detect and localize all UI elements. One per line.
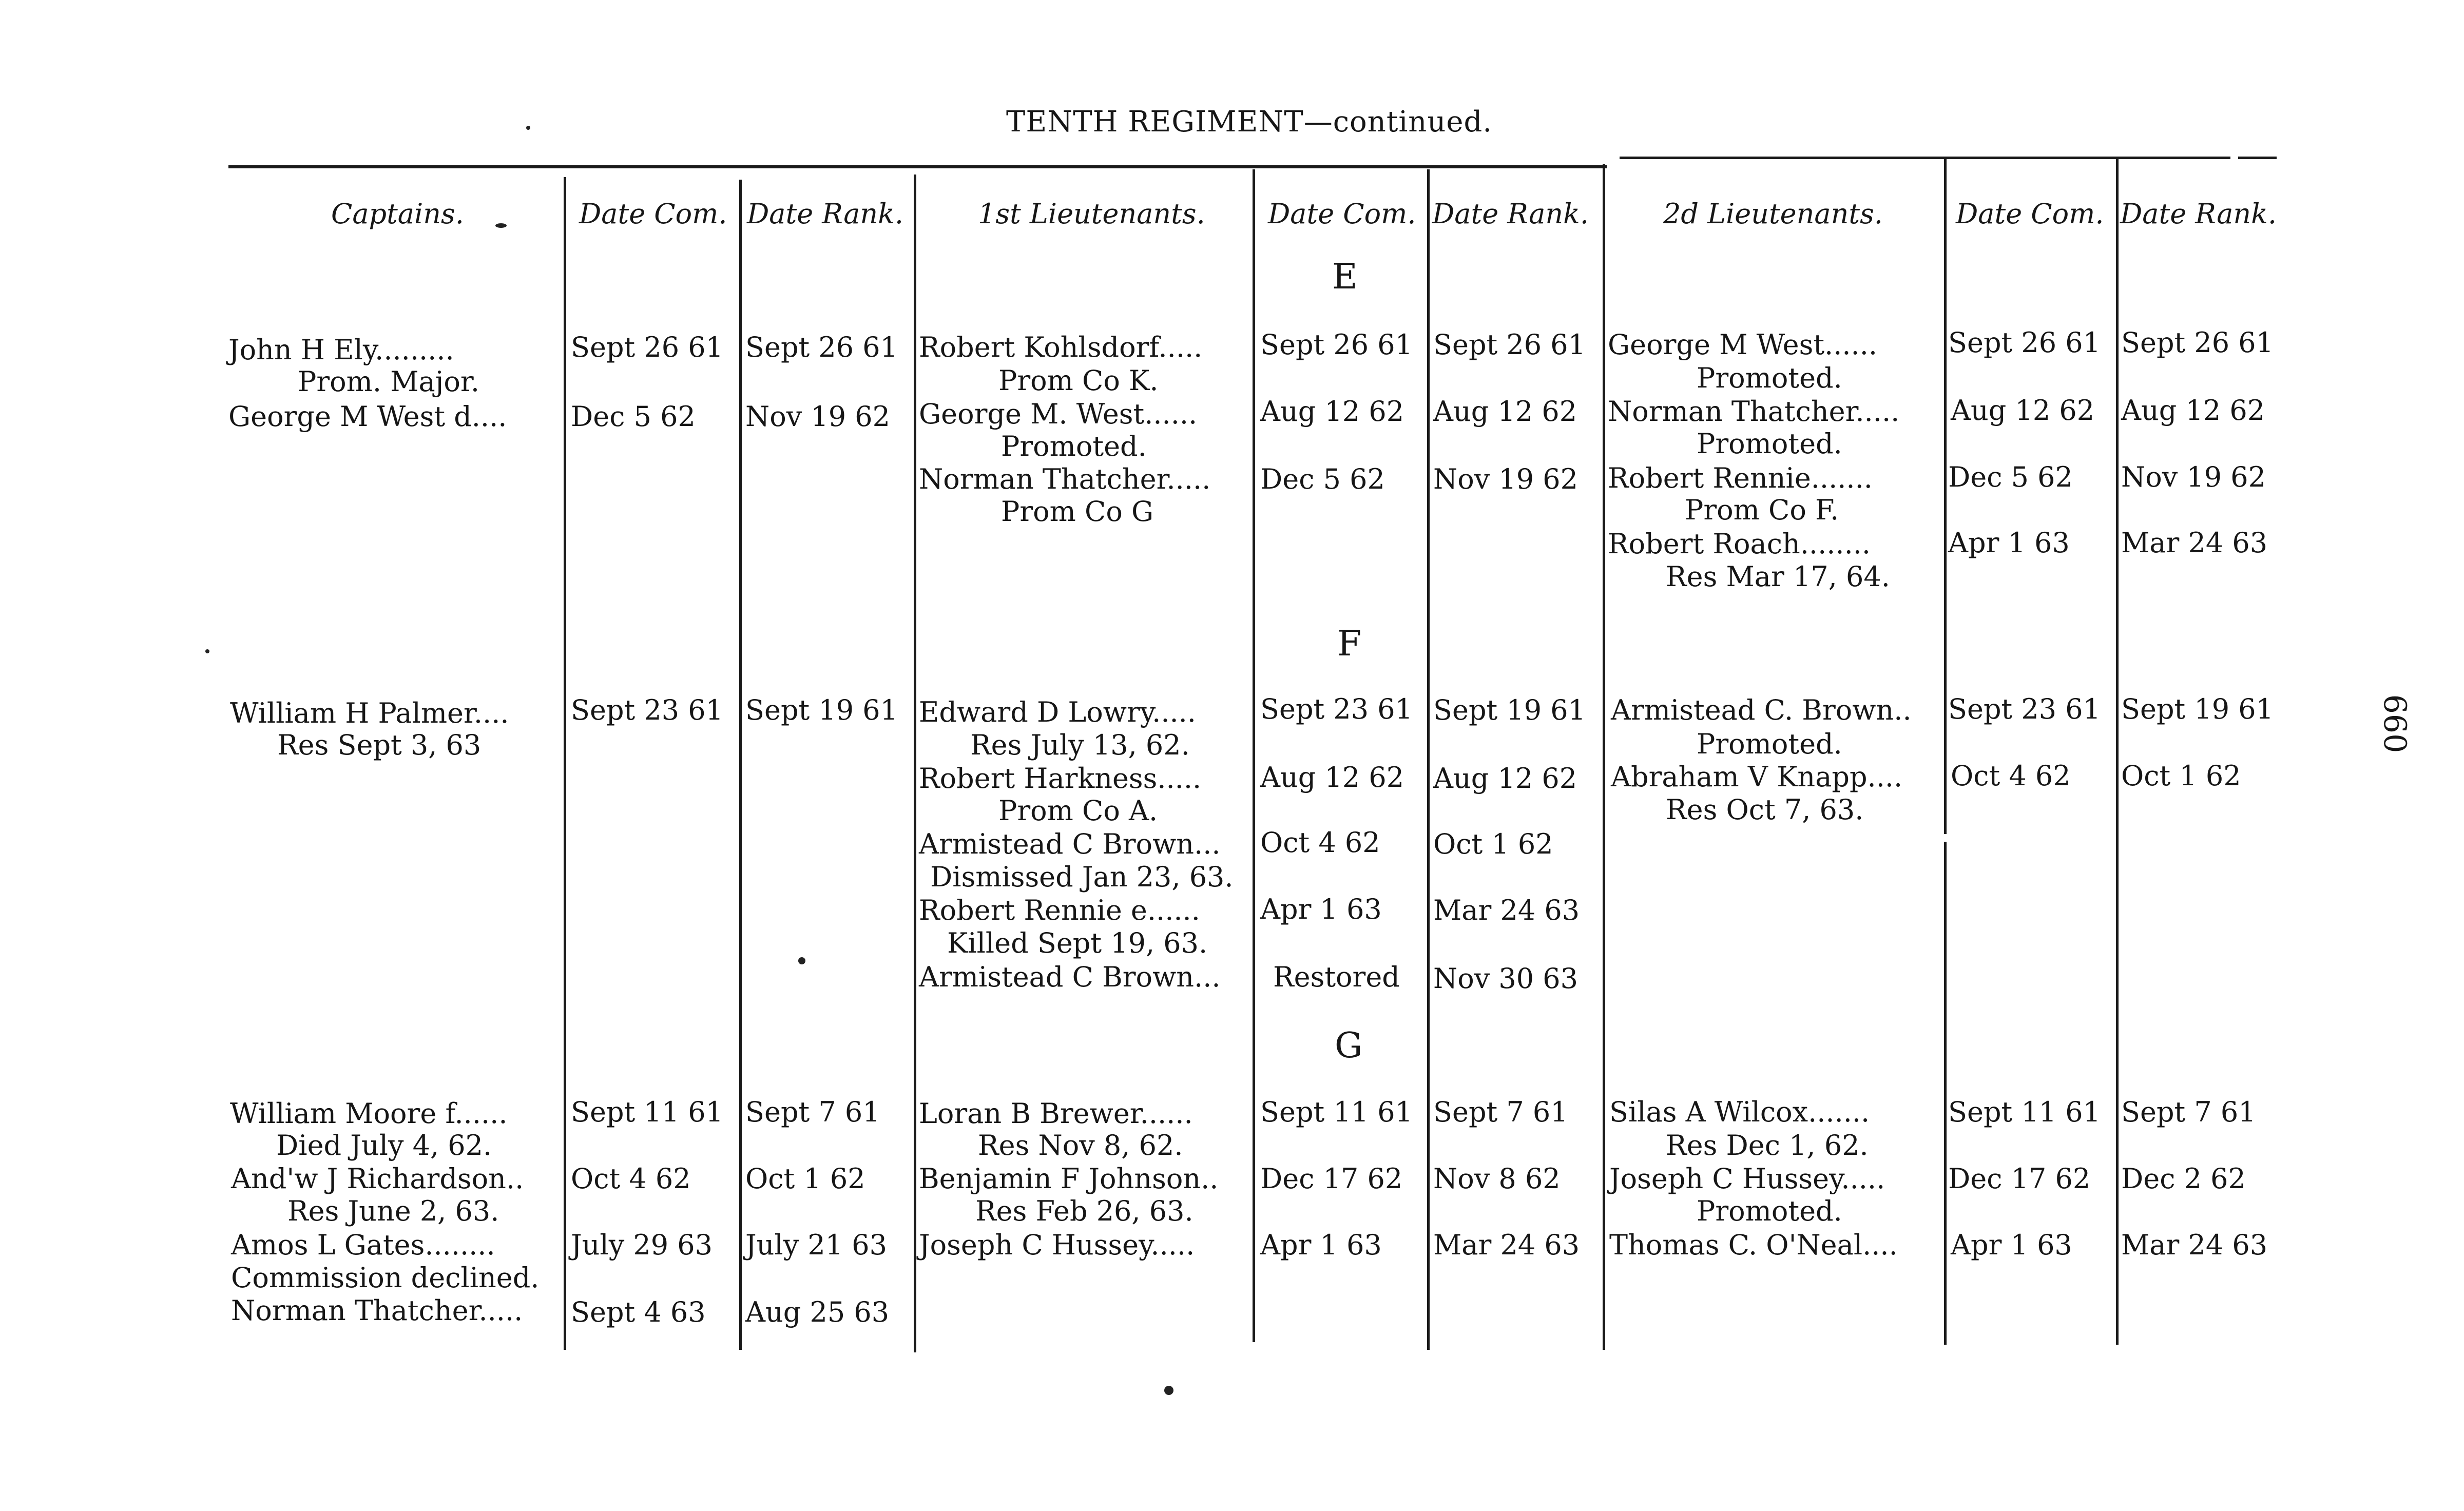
- captain-name: George M West d....: [228, 400, 507, 433]
- first-lt-date-com: Apr 1 63: [1260, 893, 1382, 925]
- second-lt-date-com: Dec 17 62: [1948, 1163, 2091, 1195]
- top-rule-right: [1620, 157, 2230, 159]
- captain-note: Died July 4, 62.: [276, 1129, 492, 1161]
- page-title: TENTH REGIMENT—continued.: [1006, 105, 1493, 139]
- first-lt-date-rank: Aug 12 62: [1433, 762, 1577, 795]
- first-lt-name: Armistead C Brown...: [919, 961, 1221, 993]
- first-lt-note: Prom Co G: [1001, 495, 1154, 528]
- second-lt-note: Res Oct 7, 63.: [1666, 793, 1864, 826]
- captain-date-rank: Aug 25 63: [745, 1296, 890, 1328]
- divider-3: [914, 175, 916, 1352]
- first-lt-date-com: Apr 1 63: [1260, 1229, 1382, 1261]
- second-lt-note: Promoted.: [1697, 428, 1842, 460]
- second-lt-note: Promoted.: [1697, 1195, 1842, 1227]
- second-lt-date-rank: Mar 24 63: [2121, 527, 2268, 559]
- captain-name: Norman Thatcher.....: [231, 1294, 523, 1327]
- captain-name: William Moore f......: [230, 1097, 508, 1130]
- divider-7b: [1944, 842, 1947, 1345]
- second-lt-date-rank: Sept 7 61: [2121, 1096, 2256, 1128]
- divider-4: [1253, 169, 1255, 1342]
- first-lt-name: Robert Harkness.....: [919, 762, 1202, 795]
- first-lt-date-com: Sept 23 61: [1260, 693, 1413, 725]
- second-lt-name: Abraham V Knapp....: [1611, 761, 1903, 793]
- second-lt-note: Promoted.: [1697, 362, 1842, 394]
- header-date-com-1: Date Com.: [579, 198, 727, 230]
- first-lt-name: Norman Thatcher.....: [919, 463, 1211, 495]
- captain-date-rank: July 21 63: [745, 1229, 887, 1261]
- captain-name: John H Ely.........: [228, 334, 454, 366]
- company-f: F: [1337, 624, 1362, 664]
- captain-date-com: Dec 5 62: [571, 400, 696, 433]
- captain-date-rank: Sept 26 61: [745, 331, 898, 363]
- first-lt-date-rank: Sept 19 61: [1433, 694, 1586, 726]
- first-lt-date-rank: Nov 30 63: [1433, 962, 1578, 995]
- captain-note: Prom. Major.: [298, 365, 479, 398]
- second-lt-note: Res Mar 17, 64.: [1666, 560, 1890, 593]
- first-lt-note: Res Nov 8, 62.: [978, 1129, 1183, 1161]
- first-lt-date-com: Sept 26 61: [1260, 328, 1413, 361]
- first-lt-date-com: Oct 4 62: [1260, 826, 1380, 859]
- first-lt-date-com: Dec 5 62: [1260, 463, 1385, 495]
- second-lt-date-com: Sept 11 61: [1948, 1096, 2101, 1128]
- second-lt-date-com: Apr 1 63: [1951, 1229, 2072, 1261]
- captain-date-com: Sept 11 61: [571, 1096, 723, 1128]
- first-lt-note: Res Feb 26, 63.: [975, 1195, 1194, 1227]
- first-lt-date-rank: Aug 12 62: [1433, 395, 1577, 428]
- header-date-rank-2: Date Rank.: [1432, 198, 1589, 230]
- second-lt-date-rank: Mar 24 63: [2121, 1229, 2268, 1261]
- second-lt-date-rank: Sept 26 61: [2121, 326, 2274, 359]
- first-lt-name: Benjamin F Johnson..: [919, 1163, 1219, 1195]
- divider-8: [2116, 157, 2119, 1345]
- header-date-rank-1: Date Rank.: [747, 198, 904, 230]
- first-lt-date-rank: Mar 24 63: [1433, 1229, 1580, 1261]
- captain-date-com: Sept 26 61: [571, 331, 723, 363]
- header-second-lieutenants: 2d Lieutenants.: [1663, 198, 1883, 230]
- second-lt-date-rank: Sept 19 61: [2121, 693, 2274, 725]
- first-lt-date-com: Dec 17 62: [1260, 1163, 1403, 1195]
- captain-date-com: July 29 63: [571, 1229, 713, 1261]
- captain-note: Res June 2, 63.: [287, 1195, 499, 1227]
- first-lt-note: Dismissed Jan 23, 63.: [930, 861, 1234, 893]
- first-lt-date-rank: Sept 26 61: [1433, 328, 1586, 361]
- header-date-rank-3: Date Rank.: [2120, 198, 2277, 230]
- second-lt-date-com: Aug 12 62: [1951, 394, 2095, 427]
- first-lt-name: Armistead C Brown...: [919, 828, 1221, 860]
- scan-speck: [205, 649, 209, 653]
- captain-date-com: Oct 4 62: [571, 1163, 691, 1195]
- captain-note: Res Sept 3, 63: [277, 729, 482, 761]
- first-lt-name: Loran B Brewer......: [919, 1097, 1193, 1130]
- page-number: 660: [2377, 694, 2413, 753]
- scan-speck: [526, 126, 530, 130]
- scan-speck: [798, 957, 805, 964]
- second-lt-name: Joseph C Hussey.....: [1609, 1163, 1885, 1195]
- second-lt-note: Prom Co F.: [1685, 494, 1839, 526]
- second-lt-date-com: Dec 5 62: [1948, 461, 2073, 493]
- second-lt-name: George M West......: [1608, 328, 1878, 361]
- captain-name: And'w J Richardson..: [231, 1163, 524, 1195]
- header-date-com-2: Date Com.: [1268, 198, 1416, 230]
- first-lt-date-com: Aug 12 62: [1260, 761, 1404, 793]
- divider-7: [1944, 157, 1947, 834]
- captain-name: William H Palmer....: [230, 697, 509, 729]
- second-lt-date-com: Oct 4 62: [1951, 760, 2071, 792]
- second-lt-name: Robert Rennie.......: [1608, 462, 1873, 494]
- divider-5: [1427, 169, 1430, 1350]
- first-lt-name: Robert Rennie e......: [919, 894, 1200, 926]
- first-lt-date-rank: Mar 24 63: [1433, 894, 1580, 926]
- first-lt-date-com: Sept 11 61: [1260, 1096, 1413, 1128]
- company-g: G: [1335, 1025, 1363, 1066]
- first-lt-date-rank: Oct 1 62: [1433, 828, 1553, 860]
- captain-name: Amos L Gates........: [231, 1229, 495, 1261]
- second-lt-date-com: Sept 26 61: [1948, 326, 2101, 359]
- first-lt-name: Joseph C Hussey.....: [919, 1229, 1195, 1261]
- divider-2: [739, 180, 742, 1350]
- header-captains: Captains.: [331, 198, 464, 230]
- first-lt-name: George M. West......: [919, 398, 1198, 430]
- second-lt-name: Silas A Wilcox.......: [1609, 1096, 1870, 1128]
- captain-date-com: Sept 23 61: [571, 694, 723, 726]
- second-lt-date-rank: Aug 12 62: [2121, 394, 2265, 427]
- header-date-com-3: Date Com.: [1956, 198, 2104, 230]
- captain-date-rank: Sept 19 61: [745, 694, 898, 726]
- header-first-lieutenants: 1st Lieutenants.: [978, 198, 1205, 230]
- first-lt-date-rank: Nov 8 62: [1433, 1163, 1561, 1195]
- second-lt-date-com: Apr 1 63: [1948, 527, 2070, 559]
- second-lt-name: Norman Thatcher.....: [1608, 395, 1900, 428]
- second-lt-date-rank: Oct 1 62: [2121, 760, 2241, 792]
- captain-date-com: Sept 4 63: [571, 1296, 706, 1328]
- top-rule-left: [228, 165, 1607, 168]
- first-lt-note: Killed Sept 19, 63.: [947, 927, 1208, 959]
- first-lt-name: Robert Kohlsdorf.....: [919, 331, 1203, 363]
- first-lt-note: Promoted.: [1001, 430, 1147, 462]
- scan-speck: [495, 223, 507, 228]
- second-lt-note: Promoted.: [1697, 728, 1842, 760]
- second-lt-name: Robert Roach........: [1608, 528, 1871, 560]
- first-lt-note: Res July 13, 62.: [970, 729, 1190, 761]
- captain-note: Commission declined.: [231, 1262, 540, 1294]
- second-lt-date-rank: Nov 19 62: [2121, 461, 2266, 493]
- second-lt-name: Thomas C. O'Neal....: [1609, 1229, 1898, 1261]
- first-lt-date-rank: Nov 19 62: [1433, 463, 1578, 495]
- first-lt-note: Prom Co K.: [998, 364, 1159, 397]
- captain-date-rank: Sept 7 61: [745, 1096, 880, 1128]
- scan-speck: [1164, 1386, 1173, 1395]
- second-lt-name: Armistead C. Brown..: [1611, 694, 1912, 726]
- top-rule-end: [2238, 157, 2277, 159]
- first-lt-name: Edward D Lowry.....: [919, 696, 1196, 728]
- company-e: E: [1332, 257, 1358, 297]
- divider-1: [564, 177, 566, 1350]
- first-lt-date-com: Aug 12 62: [1260, 395, 1404, 428]
- captain-date-rank: Nov 19 62: [745, 400, 891, 433]
- captain-date-rank: Oct 1 62: [745, 1163, 865, 1195]
- second-lt-date-com: Sept 23 61: [1948, 693, 2101, 725]
- first-lt-date-com: Restored: [1273, 961, 1400, 993]
- divider-6: [1603, 164, 1605, 1350]
- second-lt-date-rank: Dec 2 62: [2121, 1163, 2246, 1195]
- first-lt-note: Prom Co A.: [998, 795, 1158, 827]
- second-lt-note: Res Dec 1, 62.: [1666, 1129, 1869, 1161]
- first-lt-date-rank: Sept 7 61: [1433, 1096, 1568, 1128]
